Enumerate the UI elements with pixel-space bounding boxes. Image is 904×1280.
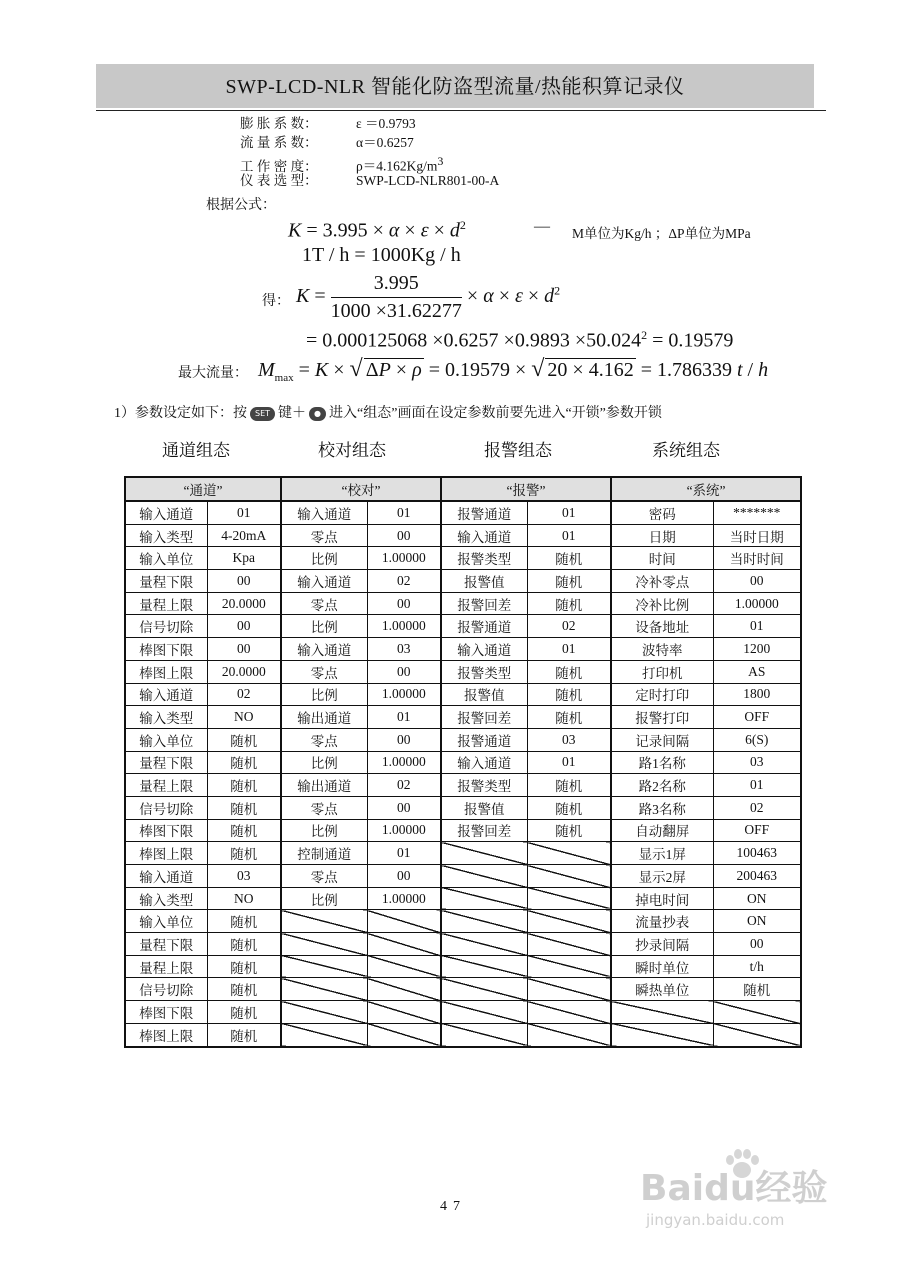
table-header-cell: “系统” <box>611 477 801 501</box>
table-cell-param: 输入单位 <box>125 910 207 933</box>
table-cell-param: 零点 <box>281 865 367 888</box>
table-cell-param: 量程下限 <box>125 570 207 593</box>
table-cell-param: 打印机 <box>611 660 713 683</box>
table-cell-value: NO <box>207 706 281 729</box>
table-cell-value: 00 <box>367 796 441 819</box>
table-cell-param: 报警通道 <box>441 501 527 524</box>
table-cell-value: 02 <box>367 774 441 797</box>
table-cell-param: 日期 <box>611 524 713 547</box>
table-cell-value: 03 <box>527 728 611 751</box>
table-cell-param: 掉电时间 <box>611 887 713 910</box>
table-cell-param: 比例 <box>281 615 367 638</box>
table-row <box>125 547 801 570</box>
table-cell-empty <box>527 1023 611 1046</box>
table-cell-param: 信号切除 <box>125 615 207 638</box>
table-cell-value: 随机 <box>207 1001 281 1024</box>
table-cell-param: 比例 <box>281 751 367 774</box>
table-cell-value: 00 <box>207 615 281 638</box>
table-row <box>125 978 801 1001</box>
table-cell-value: ******* <box>713 501 801 524</box>
table-cell-value: 4-20mA <box>207 524 281 547</box>
table-cell-param: 报警类型 <box>441 660 527 683</box>
table-cell-param: 量程下限 <box>125 933 207 956</box>
table-cell-param: 输入通道 <box>441 751 527 774</box>
table-cell-empty <box>367 1001 441 1024</box>
table-cell-value: 6(S) <box>713 728 801 751</box>
table-cell-param: 显示2屏 <box>611 865 713 888</box>
max-flow-k: = 0.19579 × <box>428 359 527 381</box>
table-cell-empty <box>527 933 611 956</box>
param-value: α＝0.6257 <box>356 135 414 150</box>
table-cell-value: 随机 <box>527 547 611 570</box>
table-cell-value: 00 <box>367 728 441 751</box>
table-cell-value: NO <box>207 887 281 910</box>
table-row <box>125 774 801 797</box>
fraction-denominator: 1000 ×31.62277 <box>330 300 462 322</box>
table-row <box>125 728 801 751</box>
table-cell-empty <box>441 910 527 933</box>
param-label: 膨 胀 系 数： <box>240 116 318 131</box>
table-cell-value: 02 <box>367 570 441 593</box>
table-row <box>125 683 801 706</box>
page-number: 47 <box>440 1199 466 1214</box>
table-cell-param: 输入类型 <box>125 706 207 729</box>
table-cell-value: 03 <box>367 638 441 661</box>
table-cell-value: 01 <box>367 706 441 729</box>
table-cell-param: 输出通道 <box>281 706 367 729</box>
table-cell-param: 输入单位 <box>125 547 207 570</box>
table-cell-param: 自动翻屏 <box>611 819 713 842</box>
table-cell-empty <box>281 933 367 956</box>
table-cell-param: 报警回差 <box>441 592 527 615</box>
table-cell-param: 零点 <box>281 660 367 683</box>
table-cell-empty <box>527 887 611 910</box>
unit-note: M单位为Kg/h ；ΔP单位为MPa <box>572 226 751 241</box>
table-cell-value: 1200 <box>713 638 801 661</box>
table-cell-empty <box>367 910 441 933</box>
table-cell-param: 比例 <box>281 887 367 910</box>
table-cell-param: 比例 <box>281 819 367 842</box>
table-cell-param: 零点 <box>281 524 367 547</box>
table-cell-param: 显示1屏 <box>611 842 713 865</box>
table-cell-value: 1.00000 <box>367 615 441 638</box>
table-cell-param: 输入通道 <box>441 638 527 661</box>
table-cell-value: 1.00000 <box>367 547 441 570</box>
table-cell-param: 定时打印 <box>611 683 713 706</box>
table-cell-value: 00 <box>207 570 281 593</box>
table-row <box>125 524 801 547</box>
table-cell-param: 流量抄表 <box>611 910 713 933</box>
table-cell-value: 01 <box>527 501 611 524</box>
table-cell-param: 棒图下限 <box>125 819 207 842</box>
param-label: 工 作 密 度： <box>240 158 318 174</box>
table-cell-empty <box>441 842 527 865</box>
table-cell-param: 信号切除 <box>125 796 207 819</box>
table-cell-param: 棒图上限 <box>125 1023 207 1046</box>
derive-label: 得： <box>262 294 290 309</box>
table-cell-empty <box>713 1023 801 1046</box>
table-cell-empty <box>527 978 611 1001</box>
table-cell-empty <box>281 910 367 933</box>
table-cell-param: 输入单位 <box>125 728 207 751</box>
formula-intro: 根据公式： <box>206 198 276 213</box>
group-title-alarm: 报警组态 <box>484 441 552 460</box>
table-cell-empty <box>281 1001 367 1024</box>
table-cell-value: 01 <box>713 615 801 638</box>
table-cell-empty <box>367 955 441 978</box>
table-header-cell: “通道” <box>125 477 281 501</box>
group-title-calibration: 校对组态 <box>318 441 386 460</box>
table-cell-value: 00 <box>207 638 281 661</box>
table-cell-param: 报警回差 <box>441 706 527 729</box>
table-cell-value: 02 <box>527 615 611 638</box>
table-cell-param: 棒图下限 <box>125 1001 207 1024</box>
table-cell-value: 01 <box>713 774 801 797</box>
document-header <box>96 64 814 108</box>
table-cell-value: 随机 <box>207 955 281 978</box>
table-row <box>125 592 801 615</box>
watermark <box>640 1160 827 1229</box>
table-cell-empty <box>367 933 441 956</box>
table-cell-value: 200463 <box>713 865 801 888</box>
table-cell-param: 时间 <box>611 547 713 570</box>
table-cell-param: 报警值 <box>441 683 527 706</box>
group-title-system: 系统组态 <box>652 441 720 460</box>
table-cell-empty <box>441 955 527 978</box>
table-cell-param: 波特率 <box>611 638 713 661</box>
table-cell-param: 抄录间隔 <box>611 933 713 956</box>
table-row <box>125 660 801 683</box>
table-cell-value: 随机 <box>527 660 611 683</box>
table-cell-param: 零点 <box>281 592 367 615</box>
table-cell-empty <box>281 978 367 1001</box>
table-cell-param: 量程上限 <box>125 592 207 615</box>
table-cell-param: 比例 <box>281 683 367 706</box>
table-row <box>125 910 801 933</box>
table-cell-value: 00 <box>367 592 441 615</box>
table-cell-param: 控制通道 <box>281 842 367 865</box>
formula-k-expression: = 0.000125068 ×0.6257 ×0.9893 ×50.024 <box>306 329 642 352</box>
table-cell-value: 随机 <box>207 796 281 819</box>
table-cell-param: 输入类型 <box>125 524 207 547</box>
table-row <box>125 751 801 774</box>
table-cell-param: 报警通道 <box>441 615 527 638</box>
table-cell-param: 量程下限 <box>125 751 207 774</box>
table-row <box>125 955 801 978</box>
table-cell-value: ON <box>713 910 801 933</box>
table-cell-value: 随机 <box>527 819 611 842</box>
table-cell-empty <box>527 910 611 933</box>
table-cell-value: 02 <box>207 683 281 706</box>
config-table <box>124 476 802 1048</box>
max-flow-sqrt-values: 20 × 4.162 <box>547 359 634 381</box>
table-cell-value: 03 <box>207 865 281 888</box>
param-value: SWP-LCD-NLR801-00-A <box>356 173 500 188</box>
table-cell-value: 1.00000 <box>367 683 441 706</box>
table-cell-param: 报警值 <box>441 796 527 819</box>
param-row <box>240 152 499 174</box>
table-cell-param: 输入通道 <box>281 501 367 524</box>
table-cell-empty <box>441 1001 527 1024</box>
table-cell-value: OFF <box>713 819 801 842</box>
table-cell-param: 报警类型 <box>441 774 527 797</box>
table-header-row <box>125 477 801 501</box>
table-cell-param: 输入通道 <box>125 501 207 524</box>
table-cell-empty <box>611 1023 713 1046</box>
table-cell-value: 00 <box>367 865 441 888</box>
table-cell-value: 03 <box>713 751 801 774</box>
param-row <box>240 171 499 190</box>
table-cell-empty <box>281 1023 367 1046</box>
table-cell-value: 随机 <box>207 910 281 933</box>
table-cell-param: 路3名称 <box>611 796 713 819</box>
table-cell-value: 随机 <box>713 978 801 1001</box>
param-label: 流 量 系 数： <box>240 135 318 150</box>
max-flow-value: = 1.786339 <box>640 359 732 381</box>
table-cell-empty <box>441 933 527 956</box>
table-cell-value: 01 <box>527 524 611 547</box>
formula-max-flow: $M_{max} = K$ × √ ΔP × ρ = 0.19579 × √ 20 × 4.162 = 1.786339 t / h <box>258 356 769 384</box>
max-flow-label: 最大流量： <box>178 366 248 381</box>
table-row <box>125 887 801 910</box>
table-cell-value: 随机 <box>527 570 611 593</box>
param-value: ε ＝0.9793 <box>356 116 416 131</box>
parameter-list <box>240 114 499 190</box>
table-cell-value: 1.00000 <box>367 819 441 842</box>
table-cell-empty <box>527 1001 611 1024</box>
table-cell-param: 记录间隔 <box>611 728 713 751</box>
group-title-channel: 通道组态 <box>162 441 230 460</box>
table-cell-param: 输入类型 <box>125 887 207 910</box>
table-cell-value: 01 <box>367 501 441 524</box>
table-cell-empty <box>367 978 441 1001</box>
param-label: 仪 表 选 型： <box>240 173 318 188</box>
table-cell-param: 棒图上限 <box>125 842 207 865</box>
table-cell-value: 随机 <box>527 683 611 706</box>
fraction <box>331 272 462 323</box>
table-cell-value: 20.0000 <box>207 592 281 615</box>
table-cell-value: 20.0000 <box>207 660 281 683</box>
table-cell-value: 随机 <box>527 706 611 729</box>
table-row <box>125 1001 801 1024</box>
param-row <box>240 133 499 152</box>
table-cell-value: Kpa <box>207 547 281 570</box>
table-cell-empty <box>367 1023 441 1046</box>
table-cell-param: 输入通道 <box>281 638 367 661</box>
formula-unit-conversion: 1T / h = 1000Kg / h <box>302 244 461 266</box>
table-cell-param: 棒图下限 <box>125 638 207 661</box>
table-cell-value: 随机 <box>527 592 611 615</box>
param-superscript: 3 <box>437 154 444 168</box>
table-cell-param: 冷补零点 <box>611 570 713 593</box>
table-cell-value: 随机 <box>207 978 281 1001</box>
table-cell-value: 00 <box>713 933 801 956</box>
table-cell-empty <box>713 1001 801 1024</box>
table-cell-param: 冷补比例 <box>611 592 713 615</box>
table-cell-param: 比例 <box>281 547 367 570</box>
table-cell-value: 随机 <box>207 819 281 842</box>
table-row <box>125 819 801 842</box>
table-row <box>125 865 801 888</box>
table-cell-empty <box>441 1023 527 1046</box>
table-cell-empty <box>611 1001 713 1024</box>
table-cell-param: 量程上限 <box>125 955 207 978</box>
table-cell-param: 输入通道 <box>125 683 207 706</box>
formula-k: $K = 3.995 \times \alpha \times \varepsilon \times d^2$ <box>288 218 466 242</box>
table-cell-empty <box>441 865 527 888</box>
table-cell-param: 输出通道 <box>281 774 367 797</box>
table-cell-param: 瞬时单位 <box>611 955 713 978</box>
step-text-after: 进入“组态”画面在设定参数前要先进入“开锁”参数开锁 <box>329 406 662 421</box>
table-cell-param: 设备地址 <box>611 615 713 638</box>
table-cell-value: ON <box>713 887 801 910</box>
table-cell-value: 00 <box>713 570 801 593</box>
table-cell-param: 路1名称 <box>611 751 713 774</box>
table-cell-value: 00 <box>367 524 441 547</box>
table-row <box>125 933 801 956</box>
step-text-before: 1）参数设定如下：按 <box>114 406 247 421</box>
table-cell-value: AS <box>713 660 801 683</box>
table-cell-value: 随机 <box>207 933 281 956</box>
table-cell-value: t/h <box>713 955 801 978</box>
table-row <box>125 796 801 819</box>
table-cell-param: 量程上限 <box>125 774 207 797</box>
table-cell-value: 随机 <box>207 1023 281 1046</box>
step-plus: 键＋ <box>278 406 307 421</box>
header-title: SWP-LCD-NLR 智能化防盗型流量/热能积算记录仪 <box>225 76 685 98</box>
table-row <box>125 501 801 524</box>
table-cell-value: 1800 <box>713 683 801 706</box>
table-cell-value: 随机 <box>527 796 611 819</box>
set-key-icon: SET <box>250 407 275 421</box>
table-cell-param: 棒图上限 <box>125 660 207 683</box>
table-row <box>125 570 801 593</box>
table-cell-param: 输入通道 <box>125 865 207 888</box>
table-cell-value: 100463 <box>713 842 801 865</box>
table-cell-empty <box>441 887 527 910</box>
table-cell-param: 零点 <box>281 796 367 819</box>
table-cell-value: 随机 <box>207 751 281 774</box>
table-cell-param: 报警打印 <box>611 706 713 729</box>
table-cell-value: 01 <box>527 638 611 661</box>
step-instruction <box>114 402 662 422</box>
watermark-brand: Baidu经验 <box>640 1168 828 1209</box>
table-cell-value: 当时时间 <box>713 547 801 570</box>
param-row <box>240 114 499 133</box>
formula-dash: — <box>534 218 550 235</box>
table-cell-param: 路2名称 <box>611 774 713 797</box>
table-cell-value: 随机 <box>207 842 281 865</box>
table-cell-param: 信号切除 <box>125 978 207 1001</box>
table-cell-value: OFF <box>713 706 801 729</box>
table-cell-empty <box>527 955 611 978</box>
table-cell-value: 00 <box>367 660 441 683</box>
table-cell-value: 01 <box>207 501 281 524</box>
table-cell-empty <box>527 842 611 865</box>
table-cell-value: 02 <box>713 796 801 819</box>
formula-k-result: = 0.19579 <box>652 329 734 352</box>
table-cell-param: 密码 <box>611 501 713 524</box>
table-cell-param: 输入通道 <box>281 570 367 593</box>
formula-k-derived: K = $\frac{3.995}{1000 \times 31.62277}$ × $\alpha \times \varepsilon \times d^2$ <box>296 272 561 322</box>
table-cell-param: 输入通道 <box>441 524 527 547</box>
table-cell-value: 1.00000 <box>367 751 441 774</box>
table-cell-param: 零点 <box>281 728 367 751</box>
param-value: ρ＝4.162Kg/m <box>356 158 438 174</box>
table-cell-empty <box>527 865 611 888</box>
table-cell-empty <box>281 955 367 978</box>
header-rule <box>96 110 826 111</box>
table-cell-param: 瞬热单位 <box>611 978 713 1001</box>
table-cell-value: 当时日期 <box>713 524 801 547</box>
fraction-numerator: 3.995 <box>331 272 462 298</box>
table-cell-value: 随机 <box>207 728 281 751</box>
table-cell-param: 报警回差 <box>441 819 527 842</box>
table-cell-value: 01 <box>527 751 611 774</box>
table-cell-empty <box>441 978 527 1001</box>
table-cell-value: 1.00000 <box>367 887 441 910</box>
table-cell-value: 1.00000 <box>713 592 801 615</box>
table-cell-value: 随机 <box>207 774 281 797</box>
enter-key-icon: ● <box>309 407 326 421</box>
table-cell-value: 01 <box>367 842 441 865</box>
table-row <box>125 706 801 729</box>
table-cell-param: 报警通道 <box>441 728 527 751</box>
table-cell-value: 随机 <box>527 774 611 797</box>
table-header-cell: “校对” <box>281 477 441 501</box>
watermark-url: jingyan.baidu.com <box>646 1211 785 1229</box>
table-row <box>125 1023 801 1046</box>
table-row <box>125 842 801 865</box>
table-row <box>125 638 801 661</box>
formula-k-value: = $0.000125068 \times 0.6257 \times 0.9893 \times 50.024^2 = 0.19579$ <box>306 328 734 352</box>
table-cell-param: 报警值 <box>441 570 527 593</box>
table-cell-param: 报警类型 <box>441 547 527 570</box>
table-header-cell: “报警” <box>441 477 611 501</box>
table-row <box>125 615 801 638</box>
